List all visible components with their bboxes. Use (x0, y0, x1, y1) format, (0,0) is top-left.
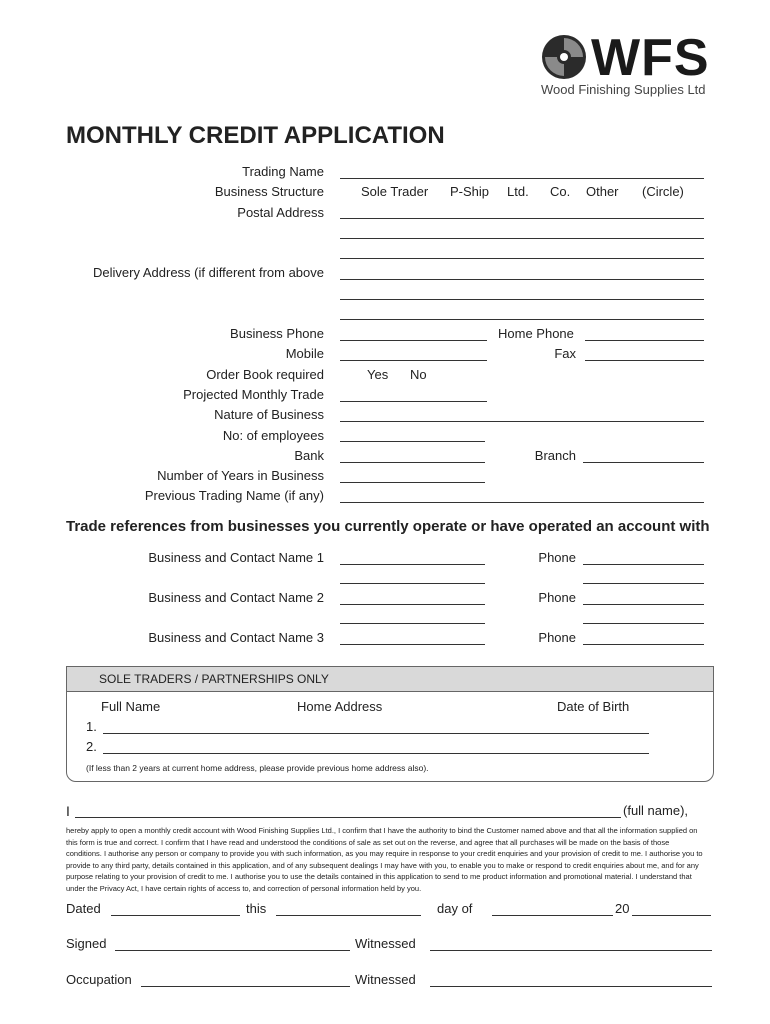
day-of-field[interactable] (492, 915, 613, 916)
reference-2-field-1[interactable] (340, 604, 485, 605)
logo-wordmark: WFS (591, 29, 710, 87)
this-label: this (246, 901, 267, 916)
wfs-swirl-icon (541, 34, 587, 80)
address-note: (If less than 2 years at current home address, please provide previous home address also). (86, 763, 429, 773)
postal-address-field-1[interactable] (340, 218, 704, 219)
option-co[interactable]: Co. (550, 184, 571, 199)
postal-address-label: Postal Address (237, 205, 324, 220)
reference-3-label: Business and Contact Name 3 (148, 630, 324, 645)
declaration-full-name-label: (full name), (623, 803, 689, 818)
fax-label: Fax (554, 346, 576, 361)
previous-name-label: Previous Trading Name (if any) (144, 488, 324, 503)
branch-field[interactable] (583, 462, 704, 463)
option-sole-trader[interactable]: Sole Trader (361, 184, 429, 199)
reference-3-field[interactable] (340, 644, 485, 645)
branch-label: Branch (534, 448, 576, 463)
row-1-field[interactable] (103, 733, 649, 734)
delivery-address-field-1[interactable] (340, 279, 704, 280)
bank-field[interactable] (340, 462, 485, 463)
employees-field[interactable] (340, 441, 485, 442)
row-1-number: 1. (86, 719, 97, 734)
mobile-label: Mobile (285, 346, 324, 361)
mobile-field[interactable] (340, 360, 487, 361)
reference-1-phone-field-2[interactable] (583, 583, 704, 584)
reference-2-phone-field-2[interactable] (583, 623, 704, 624)
delivery-address-field-3[interactable] (340, 319, 704, 320)
employees-label: No: of employees (222, 428, 324, 443)
projected-trade-label: Projected Monthly Trade (183, 387, 324, 402)
nature-business-field[interactable] (340, 421, 704, 422)
year-prefix: 20 (615, 901, 630, 916)
nature-business-label: Nature of Business (214, 407, 324, 422)
reference-3-phone-label: Phone (538, 630, 576, 645)
circle-instruction: (Circle) (642, 184, 684, 199)
company-name: Wood Finishing Supplies Ltd (541, 82, 706, 97)
postal-address-field-2[interactable] (340, 238, 704, 239)
dob-column: Date of Birth (557, 699, 630, 714)
order-book-no[interactable]: No (410, 367, 427, 382)
delivery-address-field-2[interactable] (340, 299, 704, 300)
home-phone-label: Home Phone (498, 326, 574, 341)
declaration-i: I (66, 803, 70, 819)
this-field[interactable] (276, 915, 421, 916)
postal-address-field-3[interactable] (340, 258, 704, 259)
declaration-name-field[interactable] (75, 817, 621, 818)
witnessed-label-1: Witnessed (355, 936, 416, 951)
reference-2-phone-field-1[interactable] (583, 604, 704, 605)
years-business-label: Number of Years in Business (157, 468, 324, 483)
option-ltd[interactable]: Ltd. (507, 184, 529, 199)
reference-2-label: Business and Contact Name 2 (148, 590, 324, 605)
full-name-column: Full Name (101, 699, 161, 714)
occupation-label: Occupation (66, 972, 132, 987)
order-book-yes[interactable]: Yes (367, 367, 389, 382)
witnessed-field-2[interactable] (430, 986, 712, 987)
sole-traders-header (67, 667, 713, 692)
trading-name-field[interactable] (340, 178, 704, 179)
row-2-field[interactable] (103, 753, 649, 754)
trading-name-label: Trading Name (242, 164, 324, 179)
home-address-column: Home Address (297, 699, 383, 714)
reference-1-field-1[interactable] (340, 564, 485, 565)
witnessed-label-2: Witnessed (355, 972, 416, 987)
day-of-label: day of (437, 901, 473, 916)
home-phone-field[interactable] (585, 340, 704, 341)
reference-1-phone-field-1[interactable] (583, 564, 704, 565)
row-2-number: 2. (86, 739, 97, 754)
reference-2-phone-label: Phone (538, 590, 576, 605)
witnessed-field-1[interactable] (430, 950, 712, 951)
sole-traders-heading: SOLE TRADERS / PARTNERSHIPS ONLY (99, 672, 329, 686)
sole-traders-section (66, 666, 714, 782)
bank-label: Bank (294, 448, 324, 463)
company-logo (541, 29, 731, 87)
declaration-text: hereby apply to open a monthly credit account with Wood Finishing Supplies Ltd., I confirm that I have the authority to bind the Customer named above and that all the information supplied on this form is true and correct. I confirm that I have read and understood the conditions of sale as set out on the reverse, and agree that all purchases will be made on the basis of those conditions. I authorise any person or company to provide you with such information, as you may require in response to your credit enquiries and your provision of credit to me. I authorise you to provide to any third party, details contained in this application, and of any subsequent dealings I may have with you, to enable you to make or respond to credit enquiries about me, and for any purpose relating to your provision of credit to me. I authorise you to use the details contained in this application to send to me product information and promotional material. I understand that under the Privacy Act, I have certain rights of access to, and correction of personal information held by you. (66, 826, 703, 893)
business-phone-label: Business Phone (230, 326, 324, 341)
reference-1-phone-label: Phone (538, 550, 576, 565)
business-structure-label: Business Structure (214, 184, 324, 199)
order-book-label: Order Book required (206, 367, 324, 382)
dated-field[interactable] (111, 915, 240, 916)
page-title: MONTHLY CREDIT APPLICATION (66, 122, 445, 149)
dated-label: Dated (66, 901, 101, 916)
year-field[interactable] (632, 915, 711, 916)
reference-3-phone-field[interactable] (583, 644, 704, 645)
reference-1-field-2[interactable] (340, 583, 485, 584)
previous-name-field[interactable] (340, 502, 704, 503)
signed-label: Signed (66, 936, 107, 951)
reference-2-field-2[interactable] (340, 623, 485, 624)
business-phone-field[interactable] (340, 340, 487, 341)
delivery-address-label: Delivery Address (if different from above (93, 265, 324, 280)
signed-field[interactable] (115, 950, 350, 951)
fax-field[interactable] (585, 360, 704, 361)
projected-trade-field[interactable] (340, 401, 487, 402)
option-other[interactable]: Other (586, 184, 619, 199)
years-business-field[interactable] (340, 482, 485, 483)
option-pship[interactable]: P-Ship (450, 184, 490, 199)
references-heading: Trade references from businesses you currently operate or have operated an account with (66, 518, 710, 535)
reference-1-label: Business and Contact Name 1 (148, 550, 324, 565)
occupation-field[interactable] (141, 986, 350, 987)
